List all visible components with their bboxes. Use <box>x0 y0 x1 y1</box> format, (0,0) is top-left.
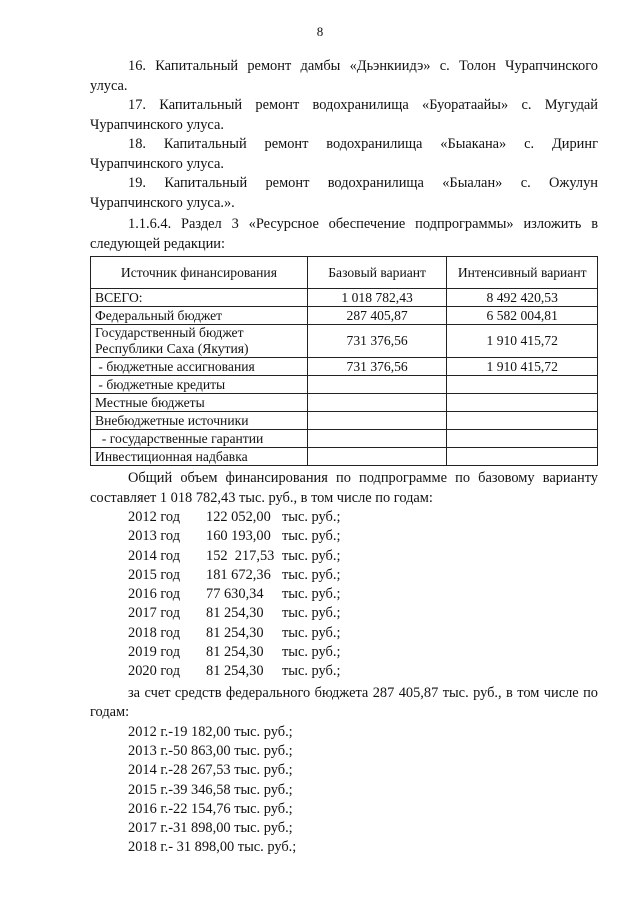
cell-base <box>307 412 447 430</box>
list-item: 2015 г.-39 346,58 тыс. руб.; <box>128 781 293 798</box>
cell-intensive: 6 582 004,81 <box>447 307 598 325</box>
list-item: 2014 г.-28 267,53 тыс. руб.; <box>128 762 293 779</box>
year-unit: тыс. руб.; <box>282 663 341 680</box>
total-financing-paragraph: Общий объем финансирования по подпрограмме по базовому варианту составляет 1 018 782,43 тыс. руб., в том числе по годам: <box>90 470 598 506</box>
cell-source: Местные бюджеты <box>91 394 308 412</box>
cell-base: 731 376,56 <box>307 358 447 376</box>
list-item: 2012 г.-19 182,00 тыс. руб.; <box>128 723 293 740</box>
cell-base: 287 405,87 <box>307 307 447 325</box>
years-federal-list <box>90 723 598 858</box>
year-unit: тыс. руб.; <box>282 547 341 564</box>
years-total-list <box>90 508 598 682</box>
cell-base: 731 376,56 <box>307 325 447 358</box>
year-label: 2018 год <box>128 624 181 641</box>
cell-base <box>307 394 447 412</box>
cell-source: Инвестиционная надбавка <box>91 448 308 466</box>
cell-intensive: 1 910 415,72 <box>447 358 598 376</box>
page-number: 8 <box>316 24 324 39</box>
year-amount: 81 254,30 <box>206 663 264 680</box>
list-item: 2018 г.- 31 898,00 тыс. руб.; <box>128 839 297 856</box>
year-label: 2012 год <box>128 509 181 525</box>
table-row <box>91 307 598 325</box>
cell-base <box>307 448 447 466</box>
list-item-16: 16. Капитальный ремонт дамбы «Дьэнкиидэ» с. Толон Чурапчинского улуса. <box>90 58 598 94</box>
year-amount: 81 254,30 <box>206 605 264 622</box>
table-header-row <box>91 257 598 289</box>
year-label: 2017 год <box>128 605 181 622</box>
list-item: 2016 г.-22 154,76 тыс. руб.; <box>128 800 293 817</box>
cell-intensive <box>447 448 598 466</box>
cell-intensive: 1 910 415,72 <box>447 325 598 358</box>
cell-intensive <box>447 394 598 412</box>
year-label: 2014 год <box>128 547 181 564</box>
list-item-19: 19. Капитальный ремонт водохранилища «Быалан» с. Ожулун Чурапчинского улуса.». <box>90 175 598 211</box>
cell-base <box>307 376 447 394</box>
list-item <box>128 527 598 546</box>
year-amount: 160 193,00 <box>206 528 271 545</box>
year-unit: тыс. руб.; <box>282 509 341 525</box>
year-unit: тыс. руб.; <box>282 528 341 545</box>
financing-table <box>90 256 598 466</box>
cell-source: - бюджетные ассигнования <box>91 358 308 376</box>
federal-budget-paragraph: за счет средств федерального бюджета 287 405,87 тыс. руб., в том числе по годам: <box>90 684 598 721</box>
list-item <box>128 604 598 623</box>
cell-source: Государственный бюджет Республики Саха (Якутия) <box>91 325 308 358</box>
table-row <box>91 394 598 412</box>
year-amount: 81 254,30 <box>206 624 264 641</box>
table-row <box>91 325 598 358</box>
list-item: 2017 г.-31 898,00 тыс. руб.; <box>128 820 293 837</box>
cell-source: Федеральный бюджет <box>91 307 308 325</box>
table-row <box>91 412 598 430</box>
cell-intensive: 8 492 420,53 <box>447 289 598 307</box>
year-label: 2020 год <box>128 663 181 680</box>
cell-intensive <box>447 412 598 430</box>
section-heading: 1.1.6.4. Раздел 3 «Ресурсное обеспечение подпрограммы» изложить в следующей редакции: <box>90 216 598 252</box>
year-label: 2019 год <box>128 644 181 661</box>
list-item-17: 17. Капитальный ремонт водохранилища «Буоратаайы» с. Мугудай Чурапчинского улуса. <box>90 97 598 133</box>
list-item <box>128 547 598 566</box>
year-amount: 122 052,00 <box>206 509 271 525</box>
document-body <box>90 57 598 858</box>
year-unit: тыс. руб.; <box>282 624 341 641</box>
cell-source: ВСЕГО: <box>91 289 308 307</box>
year-amount: 152 217,53 <box>206 547 275 564</box>
list-item <box>128 662 598 681</box>
table-row <box>91 448 598 466</box>
cell-intensive <box>447 376 598 394</box>
list-item <box>128 566 598 585</box>
cell-source: - государственные гарантии <box>91 430 308 448</box>
cell-base: 1 018 782,43 <box>307 289 447 307</box>
header-base: Базовый вариант <box>307 257 447 289</box>
year-label: 2013 год <box>128 528 181 545</box>
year-unit: тыс. руб.; <box>282 586 341 603</box>
table-row <box>91 430 598 448</box>
year-label: 2015 год <box>128 566 181 583</box>
year-label: 2016 год <box>128 586 181 603</box>
list-item <box>128 624 598 643</box>
list-item <box>128 585 598 604</box>
list-item <box>128 643 598 662</box>
table-row <box>91 289 598 307</box>
cell-source: - бюджетные кредиты <box>91 376 308 394</box>
cell-base <box>307 430 447 448</box>
year-amount: 181 672,36 <box>206 566 271 583</box>
header-source: Источник финансирования <box>91 257 308 289</box>
year-amount: 81 254,30 <box>206 644 264 661</box>
year-unit: тыс. руб.; <box>282 644 341 661</box>
header-intensive: Интенсивный вариант <box>447 257 598 289</box>
cell-source: Внебюджетные источники <box>91 412 308 430</box>
cell-intensive <box>447 430 598 448</box>
year-unit: тыс. руб.; <box>282 605 341 622</box>
year-unit: тыс. руб.; <box>282 566 341 583</box>
table-row <box>91 358 598 376</box>
list-item: 2013 г.-50 863,00 тыс. руб.; <box>128 742 293 759</box>
table-row <box>91 376 598 394</box>
list-item-18: 18. Капитальный ремонт водохранилища «Быакана» с. Диринг Чурапчинского улуса. <box>90 136 598 172</box>
year-amount: 77 630,34 <box>206 586 264 603</box>
list-item <box>128 508 598 527</box>
